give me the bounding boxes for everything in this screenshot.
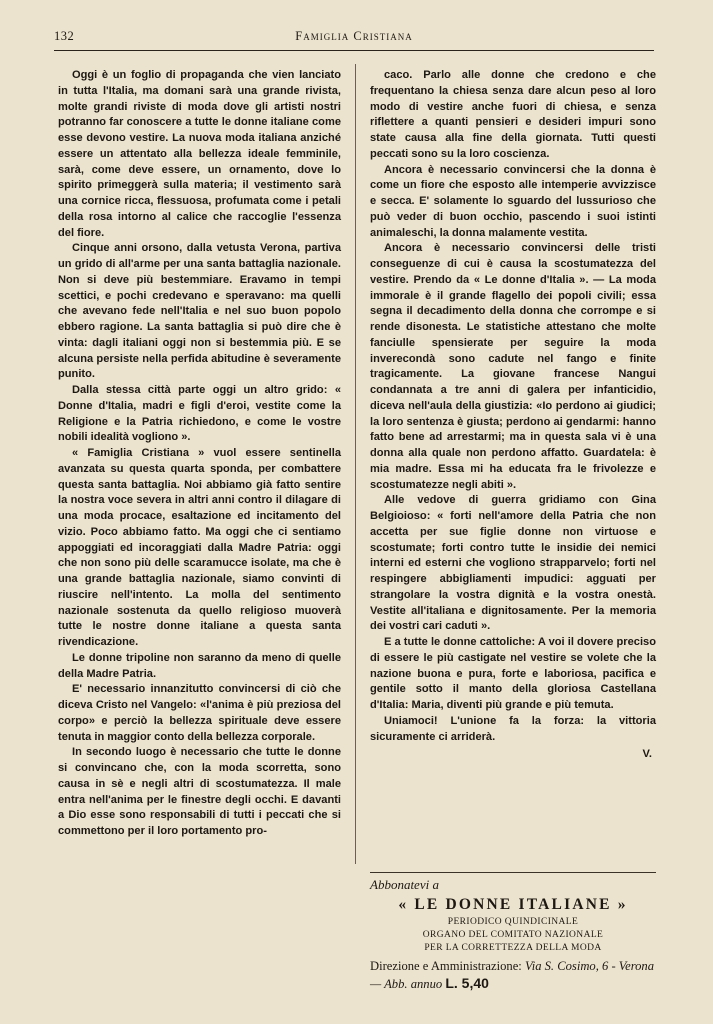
advert-rule	[370, 872, 656, 873]
paragraph: « Famiglia Cristiana » vuol essere sentinella avanzata su questa quarta sponda, per combattere questa santa battaglia. Noi abbiamo già fatto sentire la nostra voce severa in altri anni contro il dilagare di una moda procace, esaltazione ed incitamento del vizio. Poco abbiamo fatto. Ma oggi che ci sentiamo appoggiati ed incoraggiati dalla Madre Patria: oggi che non sono più delle scaramucce isolate, ma che è una grande battaglia nazionale, siamo convinti di riuscire nell'intento. La molla del sentimento nazionale sostenuta da quello religioso muoverà tutte le nostre donne italiane a questa santa rivendicazione.	[58, 447, 341, 648]
author-signature: V.	[642, 748, 652, 761]
advert-subtitle: PERIODICO QUINDICINALE	[447, 917, 579, 927]
address-label: Direzione e Amministrazione:	[370, 959, 522, 973]
advert-organ: ORGANO DEL COMITATO NAZIONALE	[422, 930, 604, 940]
advert-invite: Abbonatevi a	[370, 877, 439, 892]
paragraph: Oggi è un foglio di propaganda che vien lanciato in tutta l'Italia, ma domani sarà una grande rivista, molte grandi riviste di moda dove gli artisti nostri potranno far conoscere a tutte le donne italiane come esse devono vestire. La nuova moda italiana anziché essere un attentato alla bellezza ideale femminile, sarà, come deve essere, un ornamento, dove lo spirito primeggerà sulla materia; il vestimento sarà una cornice ricca, flessuosa, profumata come i petali della rosa intorno al calice che raccoglie l'essenza del fiore.	[58, 69, 341, 239]
page-header	[54, 29, 654, 47]
address-text: Via S. Cosimo, 6 - Verona — Abb. annuo	[370, 959, 655, 991]
paragraph: caco. Parlo alle donne che credono e che frequentano la chiesa senza dare alcun peso al loro modo di vestire anche fuori di chiesa, e senza riflettere a quanti pensieri e desideri impuri sono state causa alla fine della giornata. Tutti questi peccati sono su la loro coscienza.	[370, 69, 656, 160]
paragraph: E' necessario innanzitutto convincersi di ciò che diceva Cristo nel Vangelo: «l'anima è più preziosa del corpo» e perciò la bellezza spirituale deve essere tenuta in maggior conto della bellezza corporale.	[58, 683, 341, 743]
page-number: 132	[54, 29, 75, 43]
advert-address-block	[370, 958, 656, 993]
advert-title: « LE DONNE ITALIANE »	[398, 896, 628, 913]
paragraph: E a tutte le donne cattoliche: A voi il dovere preciso di essere le più castigate nel vestire se volete che la nazione buona e pura, forte e laboriosa, pacifica e gentile sotto il manto della gloriosa Castellana d'Italia: Maria, diventi più grande e più temuta.	[370, 636, 656, 711]
left-column	[58, 68, 341, 840]
right-column	[370, 68, 656, 763]
paragraph: Ancora è necessario convincersi che la donna è come un fiore che esposto alle intemperie avvizzisce e secca. E' solamente lo sguardo del lussurioso che può veder di buon occhio, pascendo i suoi istinti animaleschi, la donna malamente vestita.	[370, 163, 656, 239]
advert-purpose: PER LA CORRETTEZZA DELLA MODA	[424, 943, 602, 953]
subscription-advert	[370, 876, 656, 993]
column-divider	[355, 64, 356, 864]
paragraph: Uniamoci! L'unione fa la forza: la vittoria sicuramente ci arriderà.	[370, 714, 656, 743]
paragraph: In secondo luogo è necessario che tutte le donne si convincano che, con la moda scorretta, sono causa in sè e negli altri di scostumatezza. Il male entra nell'anima per le finestre degli occhi. E davanti a Dio esse sono responsabili di tutti i peccati che si commettono per il loro portamento pro-	[58, 746, 341, 837]
paragraph: Dalla stessa città parte oggi un altro grido: « Donne d'Italia, madri e figli d'eroi, vestite come la Religione e la Patria richiedono, e come le vostre nobili idealità vogliono ».	[58, 384, 341, 444]
subscription-price: L. 5,40	[445, 975, 489, 991]
paragraph: Ancora è necessario convincersi delle tristi conseguenze di cui è causa la scostumatezza del vestire. Prendo da « Le donne d'Italia ». — La moda immorale è il grande flagello dei popoli civili; essa segna il decadimento della donna che corrompe e si rende disonesta. Le statistiche attestano che molte fanciulle spensierate per seguire la moda inverecondà sono cadute nel fango e finite tragicamente. La giovane francese Nangui condannata a tre anni di galera per infanticidio, diceva nell'aula della giustizia: «Io perdono ai giudici; la loro sentenza è giusta; perdono ai gendarmi: hanno fatto bene ad arrestarmi; ma in questa sala vi è una donna alla quale non perdono affatto. Guardatela: è mia madre. Essa mi ha educata fra le frivolezze e scostumatezze negli abiti ».	[370, 242, 656, 491]
paragraph: Cinque anni orsono, dalla vetusta Verona, partiva un grido di all'arme per una santa battaglia nazionale. Non si deve più bestemmiare. Eravamo in tempi scettici, e pochi credevano e speravano: ma quelli che avevano fede nell'Italia e nel suo buon popolo ebbero ragione. La santa battaglia si può dire che è vinta: dagli italiani oggi non si bestemmia più. E se alcuna persiste nella perfida abitudine è severamente punito.	[58, 242, 341, 381]
running-title: Famiglia Cristiana	[295, 29, 413, 43]
header-rule	[54, 50, 654, 51]
paragraph: Alle vedove di guerra gridiamo con Gina Belgioioso: « forti nell'amore della Patria che non accetta per sue figlie donne non virtuose e scostumate; forti contro tutte le insidie dei nemici interni ed esterni che vogliono strapparvelo; forti nel respingere abbigliamenti impudici: agguati per strangolare la vostra dignità e la vostra onestà. Vestite all'italiana e dignitosamente. Per la memoria dei vostri cari caduti ».	[370, 494, 656, 633]
paragraph: Le donne tripoline non saranno da meno di quelle della Madre Patria.	[58, 651, 341, 680]
